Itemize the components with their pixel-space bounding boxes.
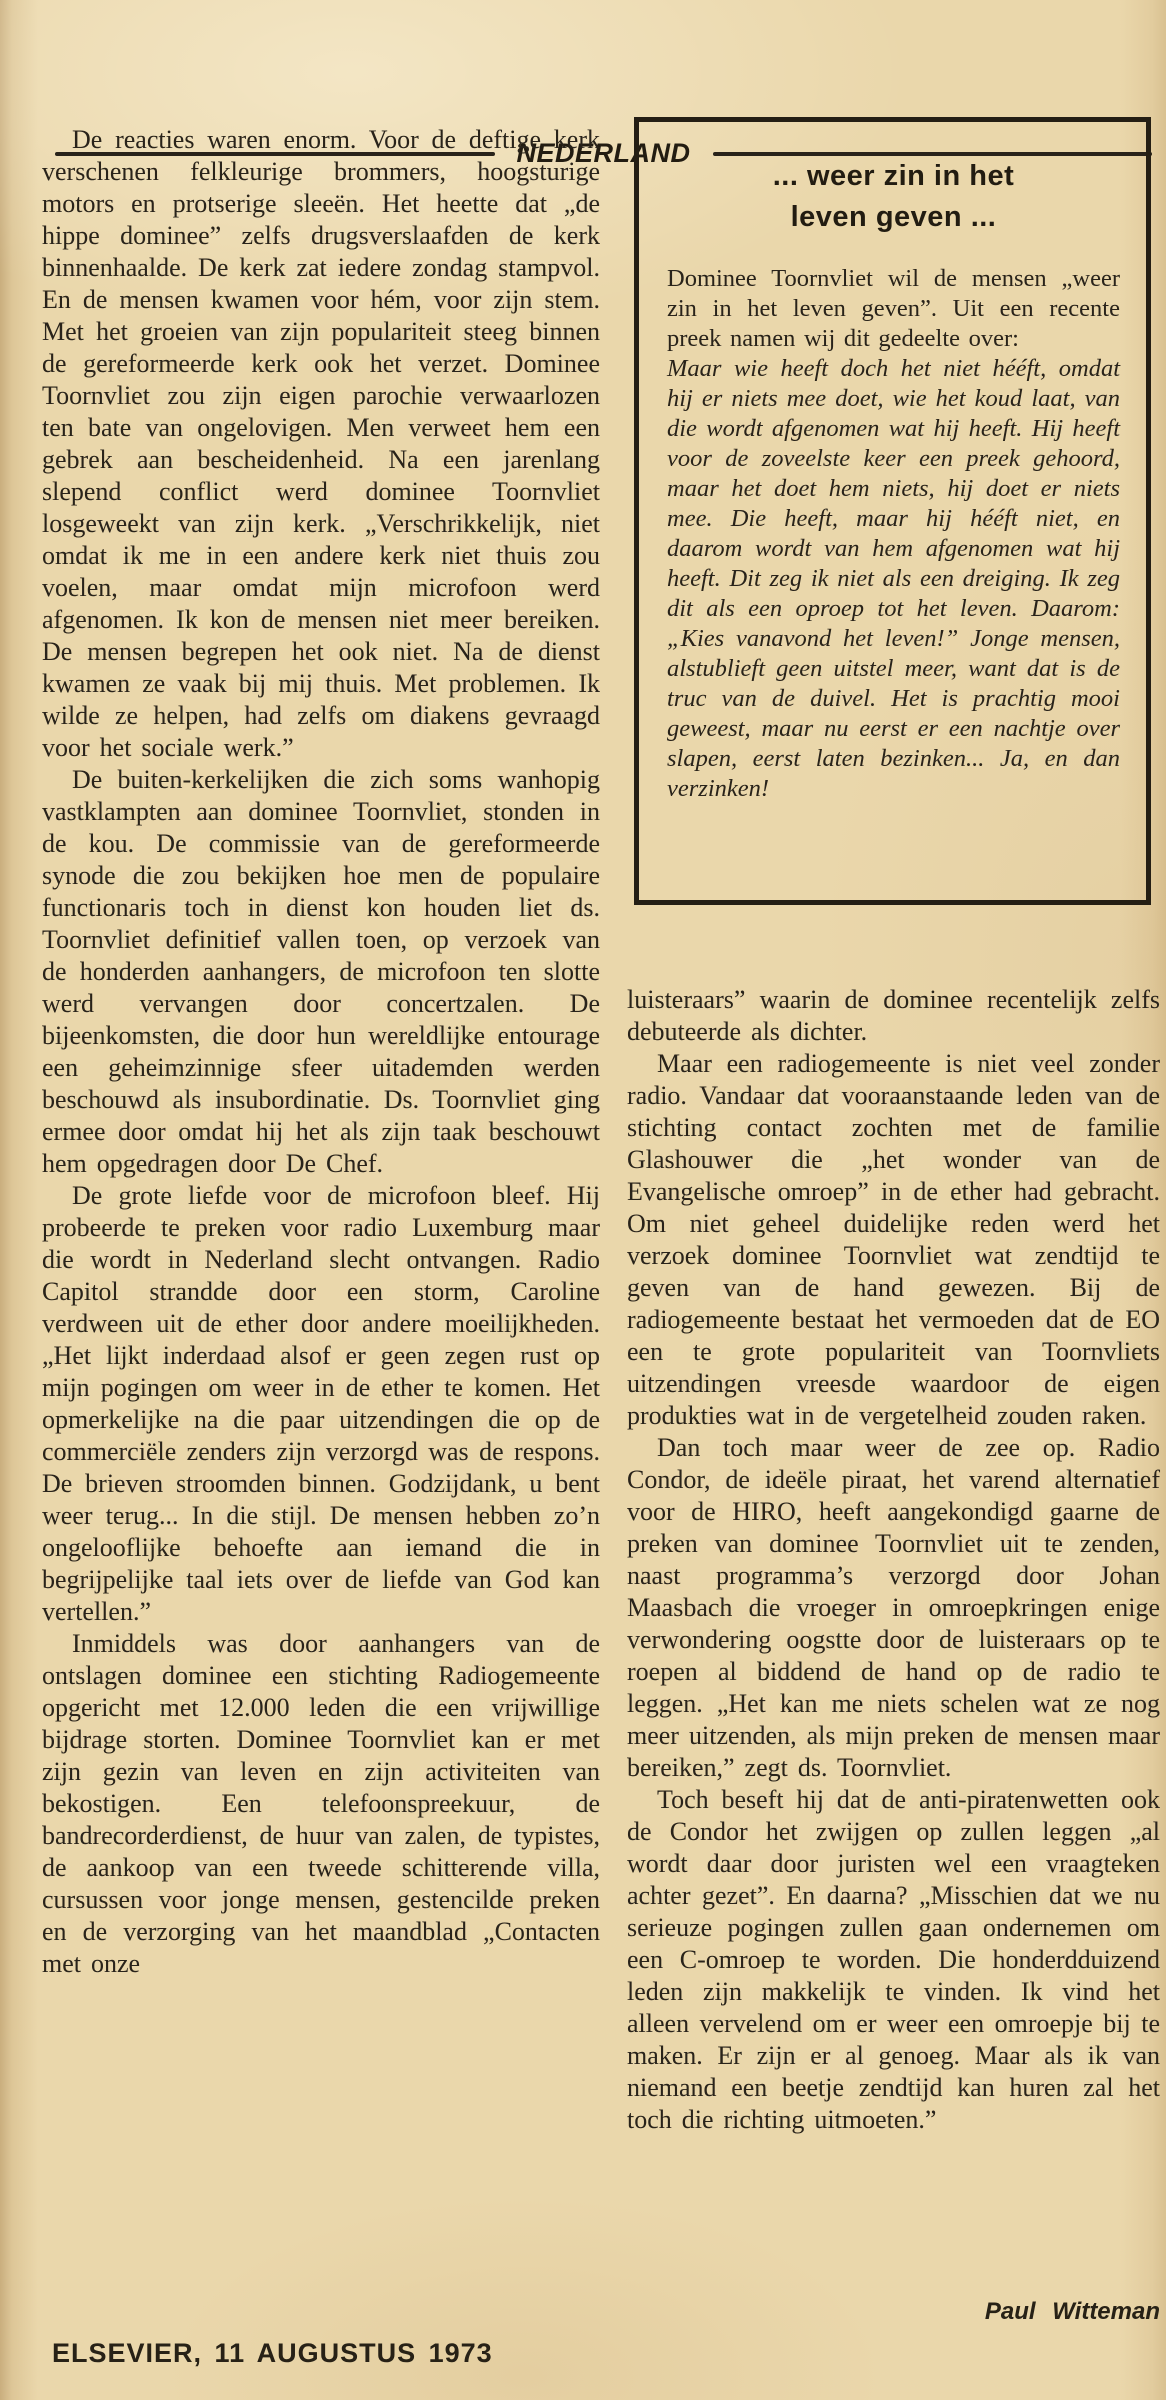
author-signature: Paul Witteman xyxy=(984,2298,1160,2325)
article-paragraph: luisteraars” waarin de dominee recentelijk zelfs debuteerde als dichter. xyxy=(627,985,1160,1046)
page-footer: ELSEVIER, 11 AUGUSTUS 1973 xyxy=(52,2338,493,2368)
article-paragraph: De grote liefde voor de microfoon bleef. Hij probeerde te preken voor radio Luxemburg maar die wordt in Nederland slecht ontvangen. Radio Capitol strandde door een storm, Caroline verdween uit de ether door andere moeilijkheden. „Het lijkt inderdaad alsof er geen zegen rust op mijn pogingen om weer in de ether te komen. Het opmerkelijke na die paar uitzendingen die op de commerciële zenders zijn verzorgd was de respons. De brieven stroomden binnen. Godzijdank, u bent weer terug... In die stijl. De mensen hebben zo’n ongelooflijke behoefte aan iemand die in begrijpelijke taal iets over de liefde van God kan vertellen.” xyxy=(42,1181,600,1626)
article-paragraph: De reacties waren enorm. Voor de deftige kerk verschenen felkleurige brommers, hoogsturige motors en protserige sleeën. Het heette dat „de hippe dominee” zelfs drugsverslaafden de kerk binnenhaalde. De kerk zat iedere zondag stampvol. En de mensen kwamen voor hém, voor zijn stem. Met het groeien van zijn populariteit steeg binnen de gereformeerde kerk ook het verzet. Dominee Toornvliet zou zijn eigen parochie verwaarlozen ten bate van ongelovigen. Men verweet hem een gebrek aan bescheidenheid. Na een jarenlang slepend conflict werd dominee Toornvliet losgeweekt van zijn kerk. „Verschrikkelijk, niet omdat ik me in een andere kerk niet thuis zou voelen, maar omdat mijn microfoon werd afgenomen. Ik kon de mensen niet meer bereiken. De mensen begrepen het ook niet. Na de dienst kwamen ze vaak bij mij thuis. Met problemen. Ik wilde ze helpen, had zelfs om diakens gevraagd voor het sociale werk.” xyxy=(42,125,600,762)
right-column xyxy=(627,984,1160,2136)
article-paragraph: Dan toch maar weer de zee op. Radio Condor, de ideële piraat, het varend alternatief voor de HIRO, heeft aangekondigd gaarne de preken van dominee Toornvliet uit te zenden, naast programma’s verzorgd door Johan Maasbach die vroeger in omroepkringen enige verwondering oogstte door de luisteraars op te roepen al biddend de hand op de radio te leggen. „Het kan me niets schelen wat ze nog meer uitzenden, als mijn preken de mensen maar bereiken,” zegt ds. Toornvliet. xyxy=(627,1433,1160,1782)
pull-quote-box xyxy=(634,117,1151,905)
pull-quote-title-line1: ... weer zin in het xyxy=(772,160,1015,192)
article-paragraph: Toch beseft hij dat de anti-piratenwetten ook de Condor het zwijgen op zullen leggen „al wordt daar door juristen wel een vraagteken achter gezet”. En daarna? „Misschien dat we nu serieuze pogingen zullen gaan ondernemen om een C-omroep te worden. Die honderdduizend leden zijn makkelijk te vinden. Ik vind het alleen vervelend om er weer een omroepje bij te maken. Er zijn er al genoeg. Maar als ik van niemand een beetje zendtijd kan huren zal het toch die richting uitmoeten.” xyxy=(627,1785,1160,2134)
article-paragraph: De buiten-kerkelijken die zich soms wanhopig vastklampten aan dominee Toornvliet, stonden in de kou. De commissie van de gereformeerde synode die zou bekijken hoe men de populaire functionaris toch in dienst kon houden liet ds. Toornvliet definitief vallen toen, op verzoek van de honderden aanhangers, de microfoon ten slotte werd vervangen door concertzalen. De bijeenkomsten, die door hun wereldlijke entourage een geheimzinnige sfeer uitademden werden beschouwd als insubordinatie. Ds. Toornvliet ging ermee door omdat hij het als zijn taak beschouwt hem opgedragen door De Chef. xyxy=(42,765,600,1178)
article-paragraph: Inmiddels was door aanhangers van de ontslagen dominee een stichting Radiogemeente opgericht met 12.000 leden die een vrijwillige bijdrage storten. Dominee Toornvliet kan er met zijn gezin van leven en zijn activiteiten van bekostigen. Een telefoonspreekuur, de bandrecorderdienst, de huur van zalen, de typistes, de aankoop van een tweede schitterende villa, cursussen voor jonge mensen, gestencilde preken en de verzorging van het maandblad „Contacten met onze xyxy=(42,1629,600,1978)
section-title: NEDERLAND xyxy=(516,138,691,168)
article-paragraph: Maar een radiogemeente is niet veel zonder radio. Vandaar dat vooraanstaande leden van de stichting contact zochten met de familie Glashouwer die „het wonder van de Evangelische omroep” in de ether had gebracht. Om niet geheel duidelijke reden werd het verzoek dominee Toornvliet wat zendtijd te geven van de hand gewezen. Bij de radiogemeente bestaat het vermoeden dat de EO een te grote populariteit van Toornvliets uitzendingen vreesde waardoor de eigen produkties wat in de vergetelheid zouden raken. xyxy=(627,1049,1160,1430)
pull-quote-intro: Dominee Toornvliet wil de mensen „weer zin in het leven geven”. Uit een recente preek namen wij dit gedeelte over: xyxy=(667,265,1120,352)
pull-quote-title-line2: leven geven ... xyxy=(790,201,997,233)
pull-quote-sermon-text: Maar wie heeft doch het niet hééft, omdat hij er niets mee doet, wie het koud laat, van die wordt afgenomen wat hij heeft. Hij heeft voor de zoveelste keer een preek gehoord, maar het doet hem niets, hij doet er niets mee. Die heeft, maar hij hééft niet, en daarom wordt van hem afgenomen wat hij heeft. Dit zeg ik niet als een dreiging. Ik zeg dit als een oproep tot het leven. Daarom: „Kies vanavond het leven!” Jonge mensen, alstublieft geen uitstel meer, want dat is de truc van de duivel. Het is prachtig mooi geweest, maar nu eerst er een nachtje over slapen, eerst laten bezinken... Ja, en dan verzinken! xyxy=(667,355,1120,802)
left-column xyxy=(42,124,600,1980)
